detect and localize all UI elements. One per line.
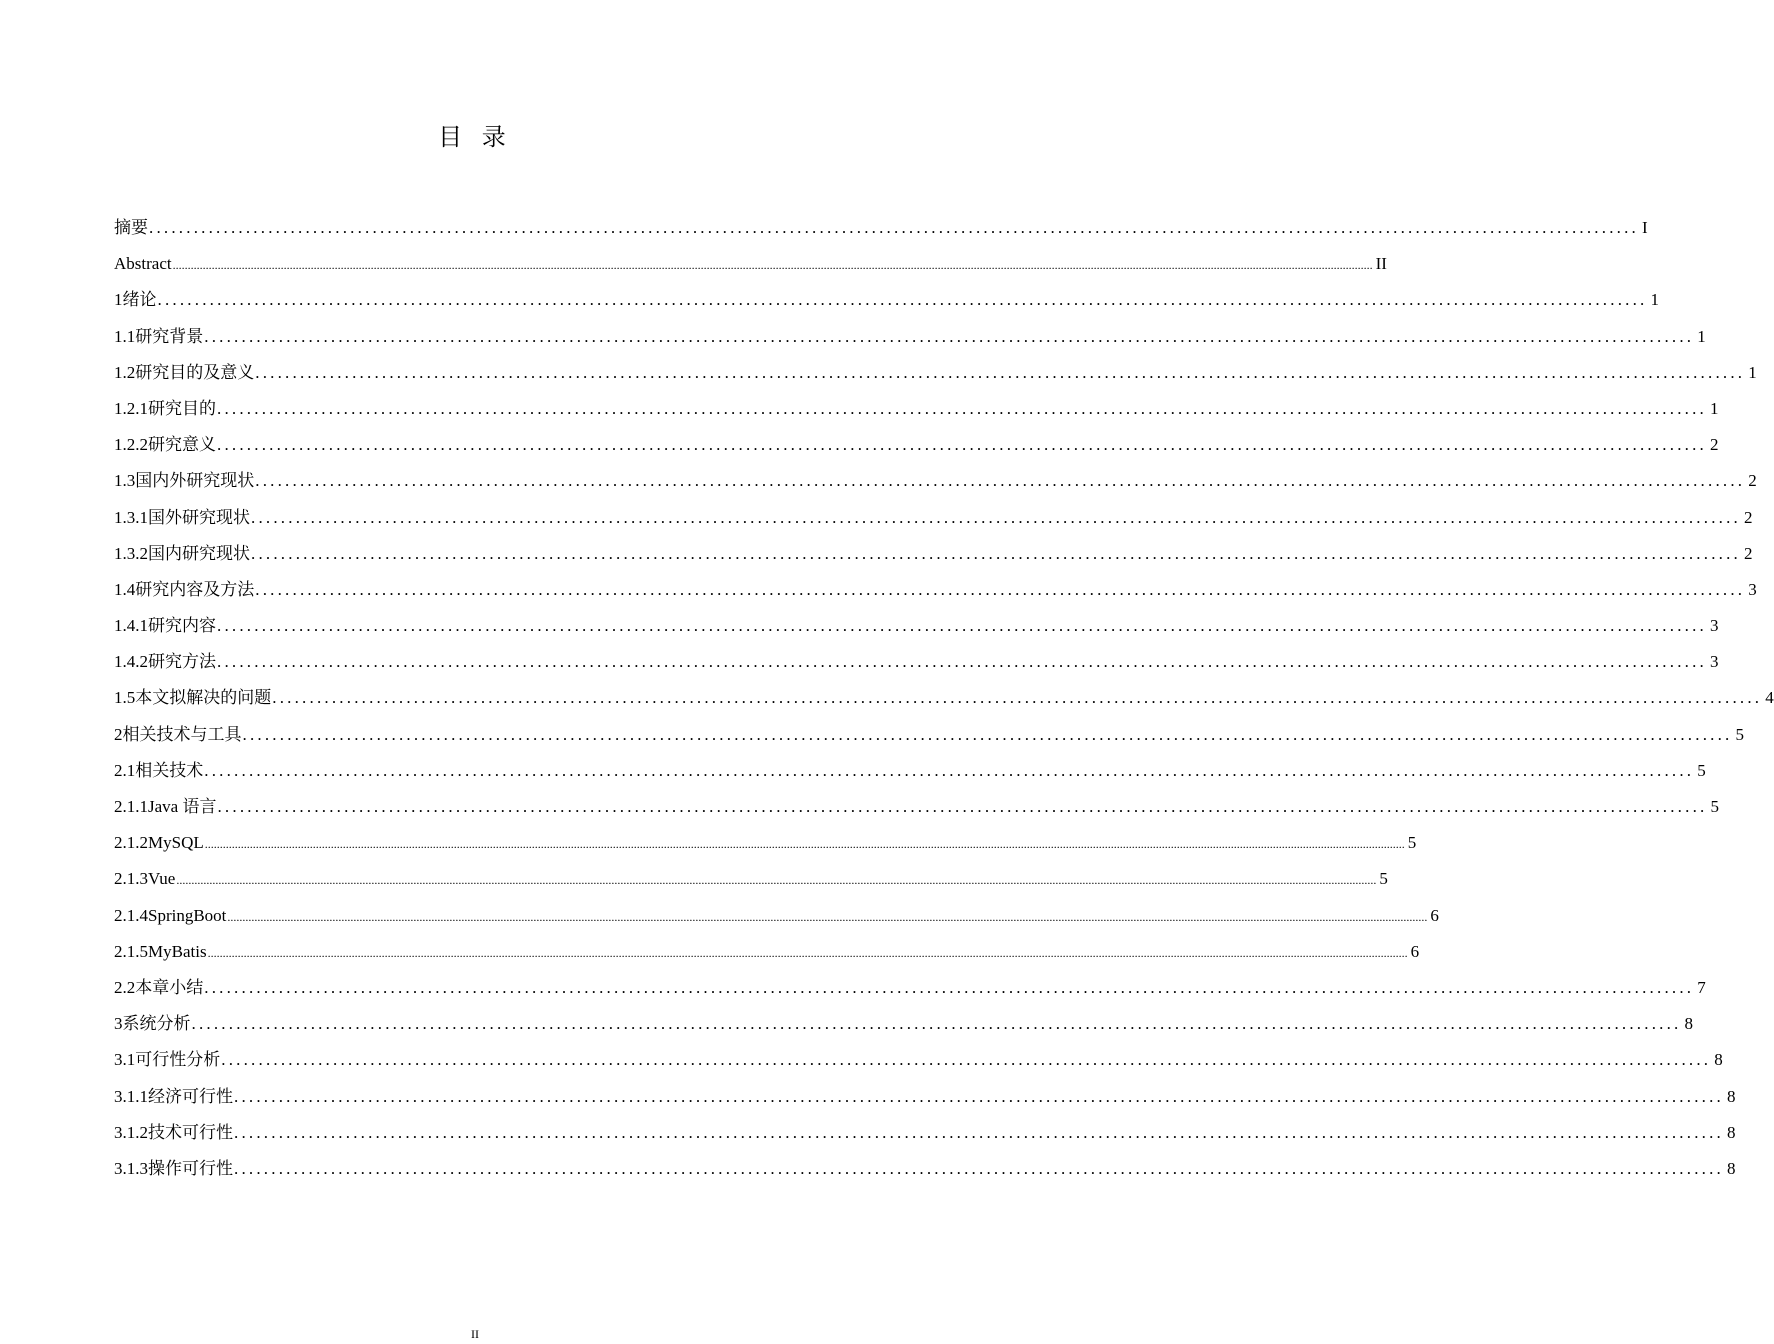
- toc-entry-page: 6: [1430, 905, 1439, 925]
- toc-entry[interactable]: [114, 608, 1719, 644]
- toc-entry-page: II: [1375, 254, 1387, 274]
- toc-entry-label: 研究背景: [135, 326, 204, 346]
- toc-entry-number: 2.1.2: [114, 833, 148, 853]
- toc-entry-page: 5: [1710, 797, 1719, 816]
- toc-dot-leader: ........................................................................................................................................................................................................: [255, 579, 1746, 599]
- toc-entry-page: 8: [1714, 1050, 1723, 1070]
- toc-entry-page: 8: [1727, 1158, 1736, 1178]
- toc-dot-leader: ........................................................................................................................................................................................................: [149, 218, 1639, 237]
- toc-entry[interactable]: [114, 970, 1706, 1006]
- toc-entry-label: 相关技术与工具: [122, 724, 242, 744]
- toc-entry-number: 1.3: [114, 471, 136, 491]
- toc-entry-page: 2: [1710, 435, 1719, 455]
- toc-entry[interactable]: [114, 934, 1420, 970]
- toc-entry-page: 8: [1727, 1086, 1736, 1106]
- toc-entry-number: 1: [114, 290, 123, 310]
- toc-entry-page: 3: [1748, 579, 1757, 599]
- toc-dot-leader: ........................................................................................................................................................................................................: [204, 760, 1695, 780]
- toc-dot-leader: ........................................................................................................................................................................................................: [217, 652, 1707, 672]
- toc-dot-leader: ........................................................................................................................................................................................................: [217, 616, 1707, 636]
- toc-entry[interactable]: [114, 210, 1648, 246]
- toc-entry-page: 1: [1697, 326, 1706, 346]
- toc-entry-page: 2: [1744, 507, 1753, 527]
- toc-entry-label: 研究目的: [148, 398, 216, 418]
- toc-entry-label: 本章小结: [135, 977, 204, 997]
- toc-entry-number: 1.2.2: [114, 435, 148, 455]
- toc-entry[interactable]: [114, 463, 1757, 499]
- toc-entry-number: 2.2: [114, 977, 136, 997]
- toc-entry[interactable]: [114, 500, 1753, 536]
- footer-page-number: II: [471, 1327, 479, 1341]
- toc-entry-label: 摘要: [114, 218, 148, 237]
- toc-entry-number: 3.1: [114, 1050, 136, 1070]
- toc-entry[interactable]: [114, 644, 1719, 680]
- toc-entry-number: 3: [114, 1014, 123, 1034]
- toc-entry[interactable]: [114, 898, 1439, 934]
- toc-entry[interactable]: [114, 1006, 1693, 1042]
- toc-dot-leader: ........................................................................................................................................................................................................: [217, 797, 1708, 816]
- toc-entry-page: 1: [1650, 290, 1659, 310]
- toc-entry[interactable]: [114, 1042, 1723, 1078]
- toc-entry[interactable]: [114, 536, 1753, 572]
- toc-entry-page: 6: [1410, 941, 1420, 961]
- toc-entry-page: 2: [1744, 543, 1753, 563]
- toc-dot-leader: ................................................................................................................................................................................................................................................................................................................................................................................................................: [204, 837, 1405, 852]
- toc-entry-number: 1.1: [114, 326, 136, 346]
- toc-entry-page: 5: [1379, 869, 1388, 889]
- toc-entry[interactable]: [114, 789, 1719, 825]
- toc-entry[interactable]: [114, 319, 1706, 355]
- toc-dot-leader: ........................................................................................................................................................................................................: [204, 326, 1695, 346]
- toc-dot-leader: ........................................................................................................................................................................................................: [242, 724, 1733, 744]
- toc-entry-page: 1: [1710, 398, 1719, 418]
- toc-entry-label: Abstract: [114, 254, 172, 274]
- toc-entry[interactable]: [114, 680, 1774, 716]
- toc-entry-number: 1.2.1: [114, 398, 148, 418]
- toc-entry-label: 研究意义: [148, 435, 216, 455]
- toc-dot-leader: ........................................................................................................................................................................................................: [191, 1014, 1682, 1034]
- toc-entry[interactable]: [114, 391, 1719, 427]
- toc-entry[interactable]: [114, 717, 1744, 753]
- table-of-contents: [114, 210, 1774, 1187]
- toc-dot-leader: ................................................................................................................................................................................................................................................................................................................................................................................................................: [172, 258, 1373, 273]
- toc-entry-label: Java 语言: [148, 797, 217, 816]
- toc-entry-label: 国内外研究现状: [135, 471, 255, 491]
- toc-entry-number: 3.1.1: [114, 1086, 148, 1106]
- toc-entry-number: 2.1.3: [114, 869, 148, 889]
- toc-entry-number: 1.3.2: [114, 543, 148, 563]
- toc-entry-label: SpringBoot: [148, 905, 227, 925]
- toc-entry-number: 1.4.2: [114, 652, 148, 672]
- toc-dot-leader: ........................................................................................................................................................................................................: [234, 1086, 1724, 1106]
- toc-entry-number: 2.1.1: [114, 797, 148, 816]
- toc-entry-number: 1.5: [114, 688, 136, 708]
- toc-dot-leader: ........................................................................................................................................................................................................: [272, 688, 1763, 708]
- toc-dot-leader: ........................................................................................................................................................................................................: [217, 435, 1707, 455]
- toc-entry[interactable]: [114, 1151, 1736, 1187]
- toc-entry-page: 4: [1765, 688, 1774, 708]
- toc-dot-leader: ........................................................................................................................................................................................................: [234, 1158, 1724, 1178]
- toc-dot-leader: ........................................................................................................................................................................................................: [157, 290, 1648, 310]
- toc-entry-page: 1: [1748, 362, 1757, 382]
- toc-entry-page: 3: [1710, 652, 1719, 672]
- toc-entry-number: 2: [114, 724, 123, 744]
- toc-dot-leader: ........................................................................................................................................................................................................: [251, 543, 1741, 563]
- toc-entry-number: 2.1.4: [114, 905, 148, 925]
- toc-entry-label: Vue: [148, 869, 176, 889]
- toc-entry-page: 8: [1684, 1014, 1693, 1034]
- toc-entry-label: 国内研究现状: [148, 543, 250, 563]
- toc-entry-label: 研究方法: [148, 652, 216, 672]
- toc-entry-page: 5: [1735, 724, 1744, 744]
- toc-entry-page: 5: [1697, 760, 1706, 780]
- toc-entry[interactable]: [114, 753, 1706, 789]
- toc-entry-label: 技术可行性: [148, 1122, 233, 1142]
- toc-entry-label: 国外研究现状: [148, 507, 250, 527]
- toc-entry[interactable]: [114, 282, 1659, 318]
- toc-entry-page: 8: [1727, 1122, 1736, 1142]
- toc-entry-page: 7: [1697, 977, 1706, 997]
- toc-entry-page: 5: [1407, 833, 1417, 853]
- toc-entry-number: 1.4.1: [114, 616, 148, 636]
- toc-dot-leader: ................................................................................................................................................................................................................................................................................................................................................................................................................: [176, 873, 1377, 888]
- toc-dot-leader: ........................................................................................................................................................................................................: [204, 977, 1695, 997]
- toc-entry[interactable]: [114, 427, 1719, 463]
- toc-entry[interactable]: [114, 861, 1388, 897]
- page-title: 目 录: [438, 123, 512, 151]
- toc-entry-label: MyBatis: [148, 941, 207, 961]
- toc-entry-label: 研究内容: [148, 616, 216, 636]
- toc-dot-leader: ........................................................................................................................................................................................................: [221, 1050, 1712, 1070]
- toc-entry[interactable]: [114, 246, 1387, 282]
- toc-entry-label: 本文拟解决的问题: [135, 688, 272, 708]
- toc-dot-leader: ........................................................................................................................................................................................................: [255, 471, 1746, 491]
- toc-entry-page: 3: [1710, 616, 1719, 636]
- toc-entry-number: 3.1.3: [114, 1158, 148, 1178]
- toc-entry-label: 经济可行性: [148, 1086, 233, 1106]
- toc-entry-label: 绪论: [122, 290, 157, 310]
- toc-entry-number: 1.3.1: [114, 507, 148, 527]
- toc-entry-page: 2: [1748, 471, 1757, 491]
- toc-entry[interactable]: [114, 1079, 1736, 1115]
- toc-entry[interactable]: [114, 825, 1417, 861]
- toc-entry[interactable]: [114, 572, 1757, 608]
- toc-entry-number: 3.1.2: [114, 1122, 148, 1142]
- toc-entry[interactable]: [114, 355, 1757, 391]
- toc-entry-label: 系统分析: [122, 1014, 191, 1034]
- toc-entry-number: 2.1.5: [114, 941, 148, 961]
- toc-entry-label: 研究内容及方法: [135, 579, 255, 599]
- toc-dot-leader: ........................................................................................................................................................................................................: [217, 398, 1707, 418]
- toc-dot-leader: ................................................................................................................................................................................................................................................................................................................................................................................................................: [227, 909, 1428, 924]
- toc-entry-label: 研究目的及意义: [135, 362, 255, 382]
- toc-dot-leader: ........................................................................................................................................................................................................: [255, 362, 1746, 382]
- toc-entry[interactable]: [114, 1115, 1736, 1151]
- toc-entry-label: 相关技术: [135, 760, 204, 780]
- toc-dot-leader: ........................................................................................................................................................................................................: [234, 1122, 1724, 1142]
- toc-entry-label: 可行性分析: [135, 1050, 221, 1070]
- toc-dot-leader: ........................................................................................................................................................................................................: [251, 507, 1741, 527]
- toc-entry-number: 1.2: [114, 362, 136, 382]
- toc-dot-leader: ................................................................................................................................................................................................................................................................................................................................................................................................................: [207, 945, 1408, 960]
- toc-entry-number: 2.1: [114, 760, 136, 780]
- toc-entry-page: I: [1642, 218, 1648, 237]
- toc-entry-label: 操作可行性: [148, 1158, 233, 1178]
- toc-entry-label: MySQL: [148, 833, 204, 853]
- toc-entry-number: 1.4: [114, 579, 136, 599]
